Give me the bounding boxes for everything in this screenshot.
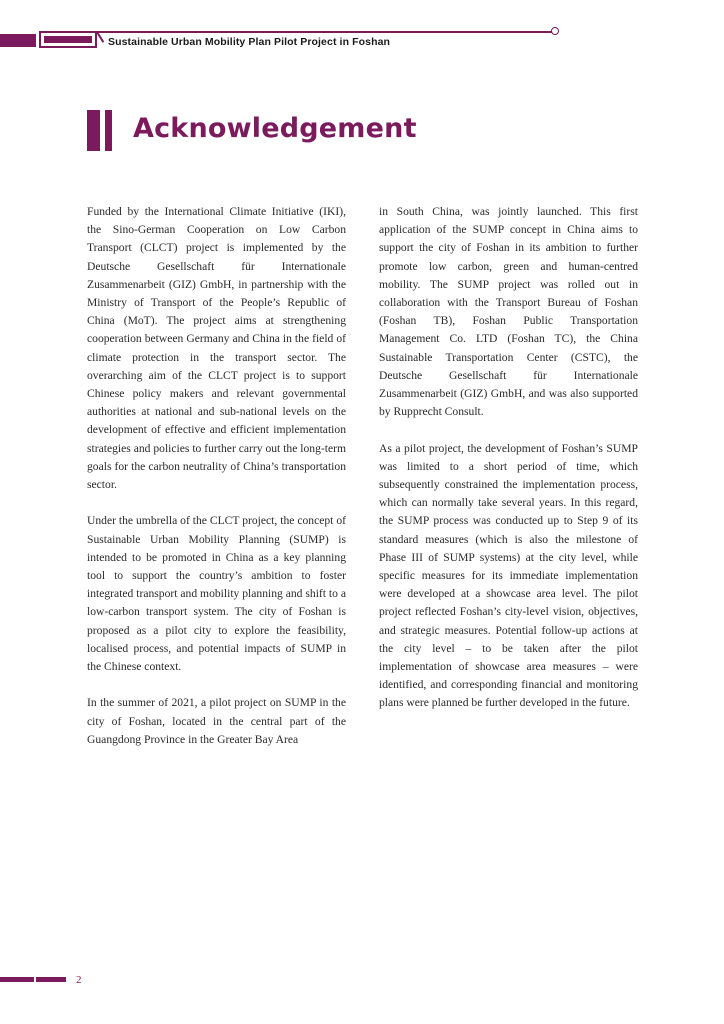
paragraph: Funded by the International Climate Initiative (IKI), the Sino-German Cooperation on Low Carbon Transport (CLCT) project is implemented by the Deutsche Gesellschaft für Internationale Zusammenarbeit (GIZ) GmbH, in partnership with the Ministry of Transport of the People’s Republic of China (MoT). The project aims at strengthening cooperation between Germany and China in the field of climate protection in the transport sector. The overarching aim of the CLCT project is to support Chinese policy makers and relevant governmental authorities at national and sub-national levels on the development of effective and efficient implementation strategies and policies to further carry out the long-term goals for the carbon neutrality of China’s transportation sector.: [87, 205, 346, 492]
page-number: 2: [76, 974, 82, 986]
right-column: [379, 203, 638, 731]
page-title: Acknowledgement: [133, 113, 417, 144]
title-accent-bar-narrow: [105, 110, 112, 151]
header-rule-slant: [96, 31, 104, 42]
title-accent-bar-wide: [87, 110, 100, 151]
footer-accent-bar: [0, 977, 34, 982]
running-title: Sustainable Urban Mobility Plan Pilot Project in Foshan: [108, 36, 391, 48]
header-accent-frame: [39, 31, 97, 48]
paragraph: In the summer of 2021, a pilot project on SUMP in the city of Foshan, located in the central part of the Guangdong Province in the Greater Bay Area: [87, 696, 346, 746]
paragraph: As a pilot project, the development of Foshan’s SUMP was limited to a short period of time, which subsequently constrained the implementation process, which can normally take several years. In this regard, the SUMP process was conducted up to Step 9 of its standard measures (which is also the milestone of Phase III of SUMP systems) at the city level, while specific measures for its immediate implementation were developed at a showcase area level. The pilot project reflected Foshan’s city-level vision, objectives, and strategic measures. Potential follow-up actions at the city level – to be taken after the pilot implementation of showcase area measures – were identified, and corresponding financial and monitoring plans were planned be further developed in the future.: [379, 441, 638, 710]
paragraph: in South China, was jointly launched. This first application of the SUMP concept in China aims to support the city of Foshan in its ambition to further promote low carbon, green and human-centred mobility. The SUMP project was rolled out in collaboration with the Transport Bureau of Foshan (Foshan TB), Foshan Public Transportation Management Co. LTD (Foshan TC), the China Sustainable Transportation Center (CSTC), the Deutsche Gesellschaft für Internationale Zusammenarbeit (GIZ) GmbH, and was also supported by Rupprecht Consult.: [379, 205, 638, 419]
header-rule: [97, 31, 552, 33]
paragraph: Under the umbrella of the CLCT project, the concept of Sustainable Urban Mobility Planning (SUMP) is intended to be promoted in China as a key planning tool to support the country’s ambition to foster integrated transport and mobility planning and shift to a low-carbon transport system. The city of Foshan is proposed as a pilot city to explore the feasibility, localised process, and potential impacts of SUMP in the Chinese context.: [87, 514, 346, 674]
header-rule-end-dot: [551, 27, 559, 35]
left-column: [87, 203, 346, 767]
footer-accent-bar-secondary: [36, 977, 66, 982]
header-accent-frame-fill: [44, 36, 92, 43]
header-accent-bar: [0, 34, 36, 47]
